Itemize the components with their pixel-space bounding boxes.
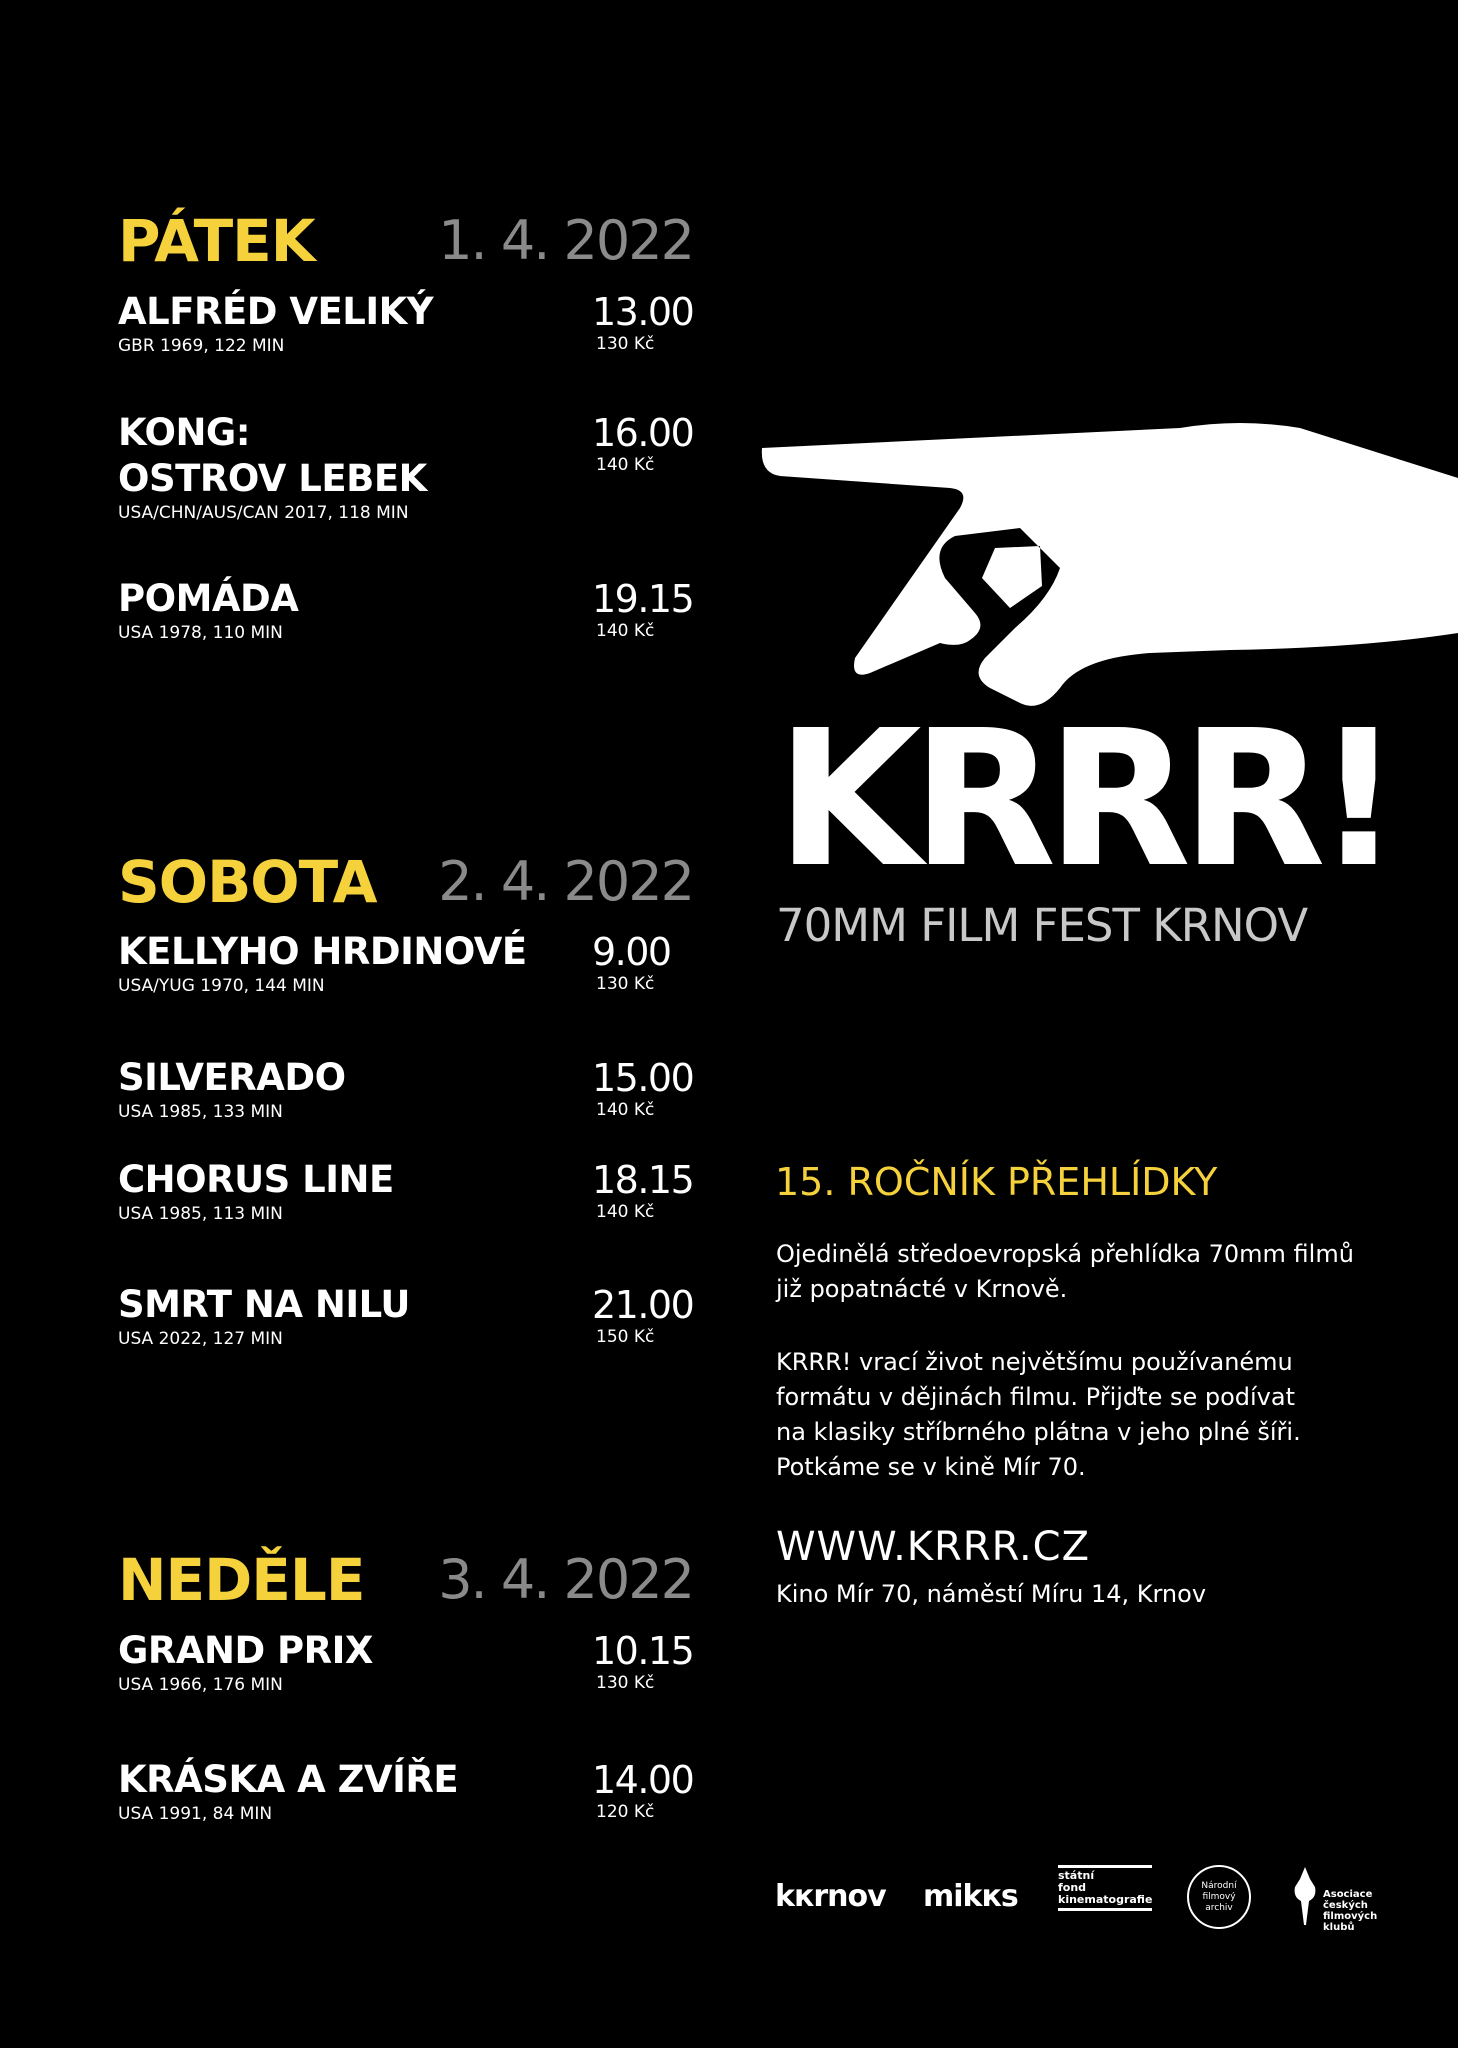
film-title: GRAND PRIX bbox=[118, 1629, 373, 1672]
day-friday bbox=[118, 206, 694, 643]
film-price: 130 Kč bbox=[596, 974, 655, 994]
film-time: 14.00 bbox=[592, 1758, 694, 1802]
film-title: CHORUS LINE bbox=[118, 1158, 394, 1201]
film-meta: USA/CHN/AUS/CAN 2017, 118 MIN bbox=[118, 503, 409, 523]
day-header bbox=[118, 1545, 693, 1615]
festival-logo-title: KRRR! bbox=[776, 690, 1392, 909]
venue-address: Kino Mír 70, náměstí Míru 14, Krnov bbox=[776, 1580, 1207, 1608]
edition-heading: 15. ROČNÍK PŘEHLÍDKY bbox=[775, 1160, 1218, 1204]
film-price: 140 Kč bbox=[596, 1100, 655, 1120]
day-date: 1. 4. 2022 bbox=[438, 209, 693, 272]
day-sunday bbox=[118, 1545, 694, 1824]
acfk-text: Asociace českých filmových klubů bbox=[1323, 1889, 1378, 1933]
day-date: 3. 4. 2022 bbox=[438, 1548, 693, 1611]
description-paragraph: KRRR! vrací život největšímu používanému formátu v dějinách filmu. Přijďte se podívat na klasiky stříbrného plátna v jeho plné šíři. Potkáme se v kině Mír 70. bbox=[776, 1348, 1301, 1481]
film-meta: USA/YUG 1970, 144 MIN bbox=[118, 976, 325, 996]
film-item bbox=[118, 289, 693, 357]
film-title: ALFRÉD VELIKÝ bbox=[118, 290, 434, 333]
film-item bbox=[118, 1282, 693, 1350]
intro-paragraph: Ojedinělá středoevropská přehlídka 70mm filmů již popatnácté v Krnově. bbox=[776, 1240, 1354, 1303]
film-time: 19.15 bbox=[592, 577, 694, 621]
film-title: KELLYHO HRDINOVÉ bbox=[118, 930, 527, 973]
film-item bbox=[118, 929, 693, 997]
day-saturday bbox=[118, 847, 694, 1349]
torch-icon bbox=[1293, 1867, 1317, 1927]
film-title: SMRT NA NILU bbox=[118, 1283, 410, 1326]
film-time: 16.00 bbox=[592, 411, 694, 455]
day-date: 2. 4. 2022 bbox=[438, 850, 693, 913]
nfa-logo: Národní filmový archiv bbox=[1187, 1865, 1251, 1929]
film-price: 140 Kč bbox=[596, 1202, 655, 1222]
film-price: 140 Kč bbox=[596, 621, 655, 641]
festival-subtitle: 70MM FILM FEST KRNOV bbox=[776, 899, 1308, 952]
film-title: POMÁDA bbox=[118, 577, 299, 620]
film-meta: GBR 1969, 122 MIN bbox=[118, 336, 285, 356]
film-item bbox=[118, 1628, 693, 1696]
film-meta: USA 2022, 127 MIN bbox=[118, 1329, 283, 1349]
website-link[interactable]: WWW.KRRR.CZ bbox=[776, 1524, 1091, 1570]
film-title: SILVERADO bbox=[118, 1056, 346, 1099]
day-header bbox=[118, 847, 693, 917]
film-time: 13.00 bbox=[592, 290, 694, 334]
film-item bbox=[118, 1757, 693, 1825]
day-name: SOBOTA bbox=[118, 848, 377, 916]
film-title: KRÁSKA A ZVÍŘE bbox=[118, 1758, 459, 1801]
film-price: 130 Kč bbox=[596, 1673, 655, 1693]
film-meta: USA 1966, 176 MIN bbox=[118, 1675, 283, 1695]
film-item bbox=[118, 576, 693, 644]
film-item bbox=[118, 1055, 693, 1123]
film-time: 21.00 bbox=[592, 1283, 694, 1327]
film-time: 9.00 bbox=[592, 930, 671, 974]
film-price: 130 Kč bbox=[596, 334, 655, 354]
pinching-hand-icon bbox=[760, 418, 1458, 713]
film-meta: USA 1985, 113 MIN bbox=[118, 1204, 283, 1224]
day-name: PÁTEK bbox=[118, 207, 315, 275]
film-title: KONG: OSTROV LEBEK bbox=[118, 411, 427, 500]
film-time: 15.00 bbox=[592, 1056, 694, 1100]
film-meta: USA 1985, 133 MIN bbox=[118, 1102, 283, 1122]
sfk-logo: státní fond kinematografie bbox=[1058, 1865, 1152, 1911]
mikks-logo: mikкs bbox=[923, 1879, 1018, 1914]
partner-logos bbox=[775, 1865, 1378, 1935]
film-price: 120 Kč bbox=[596, 1802, 655, 1822]
film-price: 140 Kč bbox=[596, 455, 655, 475]
day-header bbox=[118, 206, 693, 276]
krnov-logo: kкrnov bbox=[775, 1879, 886, 1914]
film-item bbox=[118, 1157, 693, 1225]
film-meta: USA 1991, 84 MIN bbox=[118, 1804, 273, 1824]
film-price: 150 Kč bbox=[596, 1327, 655, 1347]
acfk-logo bbox=[1293, 1867, 1377, 1933]
film-meta: USA 1978, 110 MIN bbox=[118, 623, 283, 643]
film-time: 18.15 bbox=[592, 1158, 694, 1202]
film-item bbox=[118, 410, 693, 524]
film-time: 10.15 bbox=[592, 1629, 694, 1673]
day-name: NEDĚLE bbox=[118, 1546, 365, 1614]
